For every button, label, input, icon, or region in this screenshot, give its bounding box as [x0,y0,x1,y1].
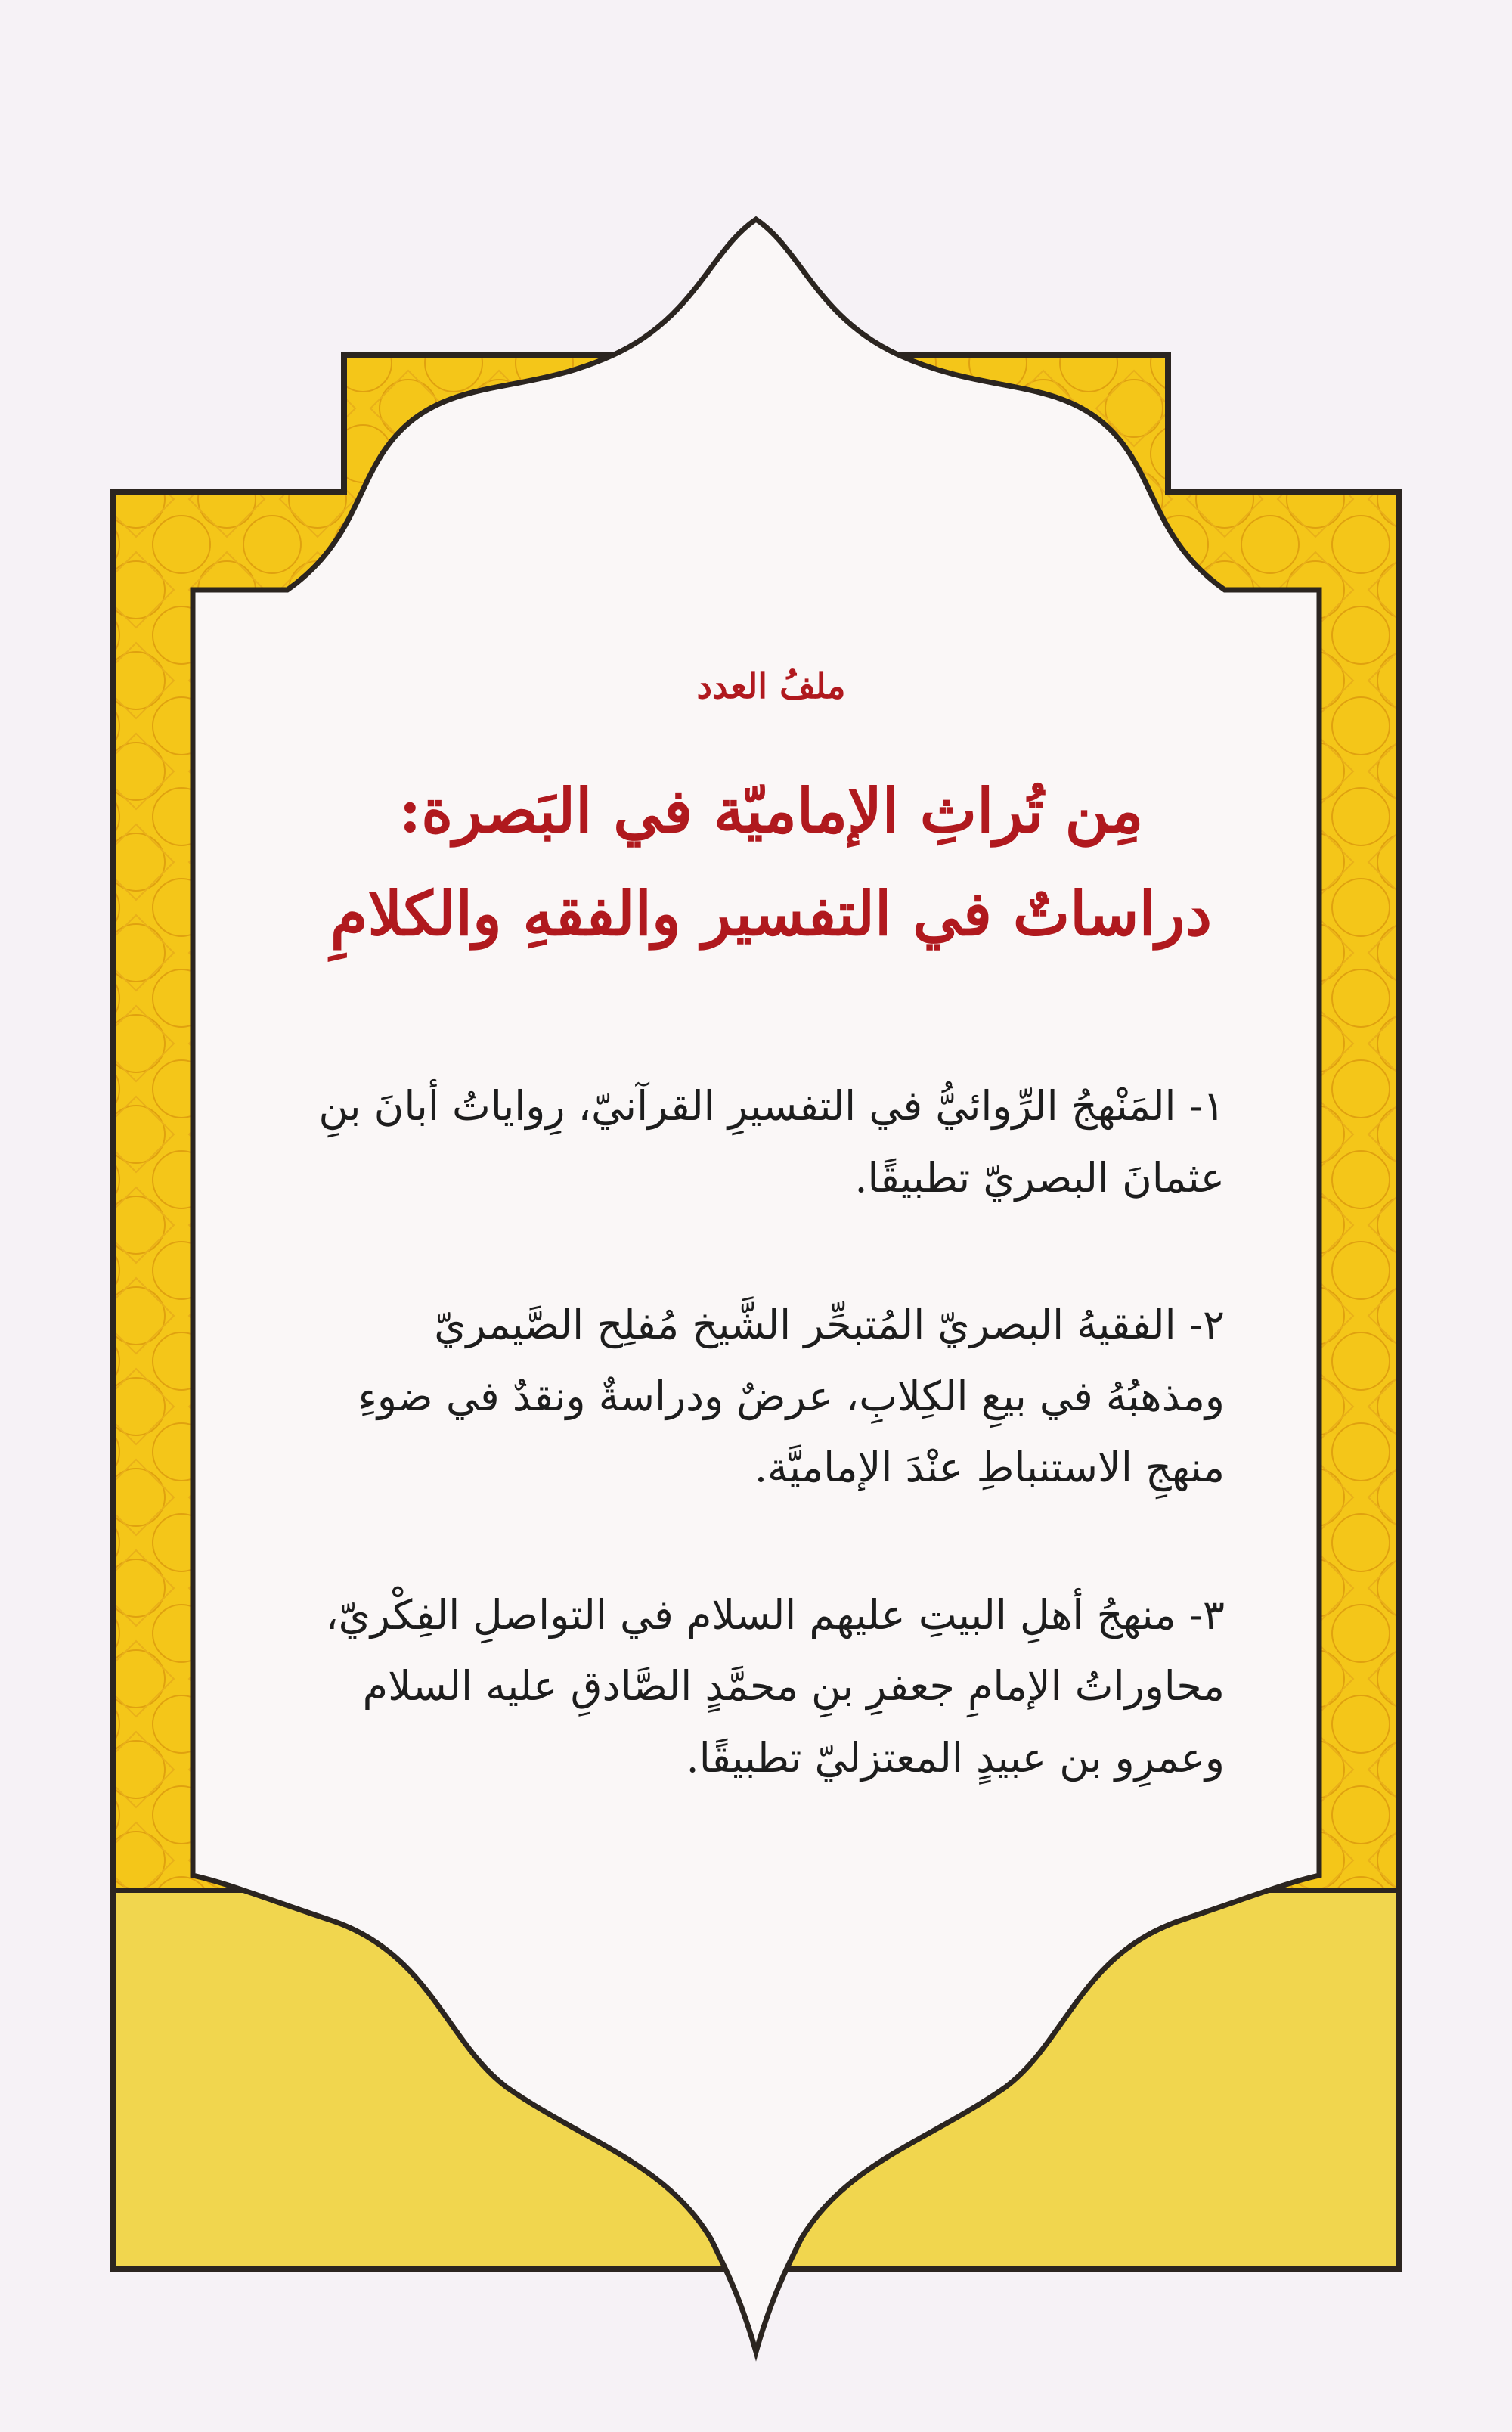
page-title-line-1: مِن تُراثِ الإماميّة في البَصرة: [398,775,1144,846]
section-label: ملفُ العدد [696,665,846,706]
list-item: ١- المَنْهجُ الرِّوائيُّ في التفسيرِ القرآنيّ، رِواياتُ أبانَ بنِ عثمانَ البصريّ تطبيقًا. [318,1082,1225,1202]
content-area [318,665,1225,1869]
list-item: ٢- الفقيهُ البصريّ المُتبحِّر الشَّيخ مُفلِح الصَّيمريّ ومذهبُهُ في بيعِ الكِلابِ، عرضٌ ودراسةٌ ونقدٌ في ضوءِ منهجِ الاستنباطِ عنْدَ الإماميَّة. [358,1301,1225,1491]
list-item: ٣- منهجُ أهلِ البيتِ عليهم السلام في التواصلِ الفِكْريّ، محاوراتُ الإمامِ جعفرِ بنِ محمَّدٍ الصَّادقِ عليه السلام وعمرِو بن عبيدٍ المعتزليّ تطبيقًا. [325,1590,1225,1782]
article-list [318,1071,1225,1794]
page-title-line-2: دراساتٌ في التفسير والفقهِ والكلامِ [330,878,1213,949]
